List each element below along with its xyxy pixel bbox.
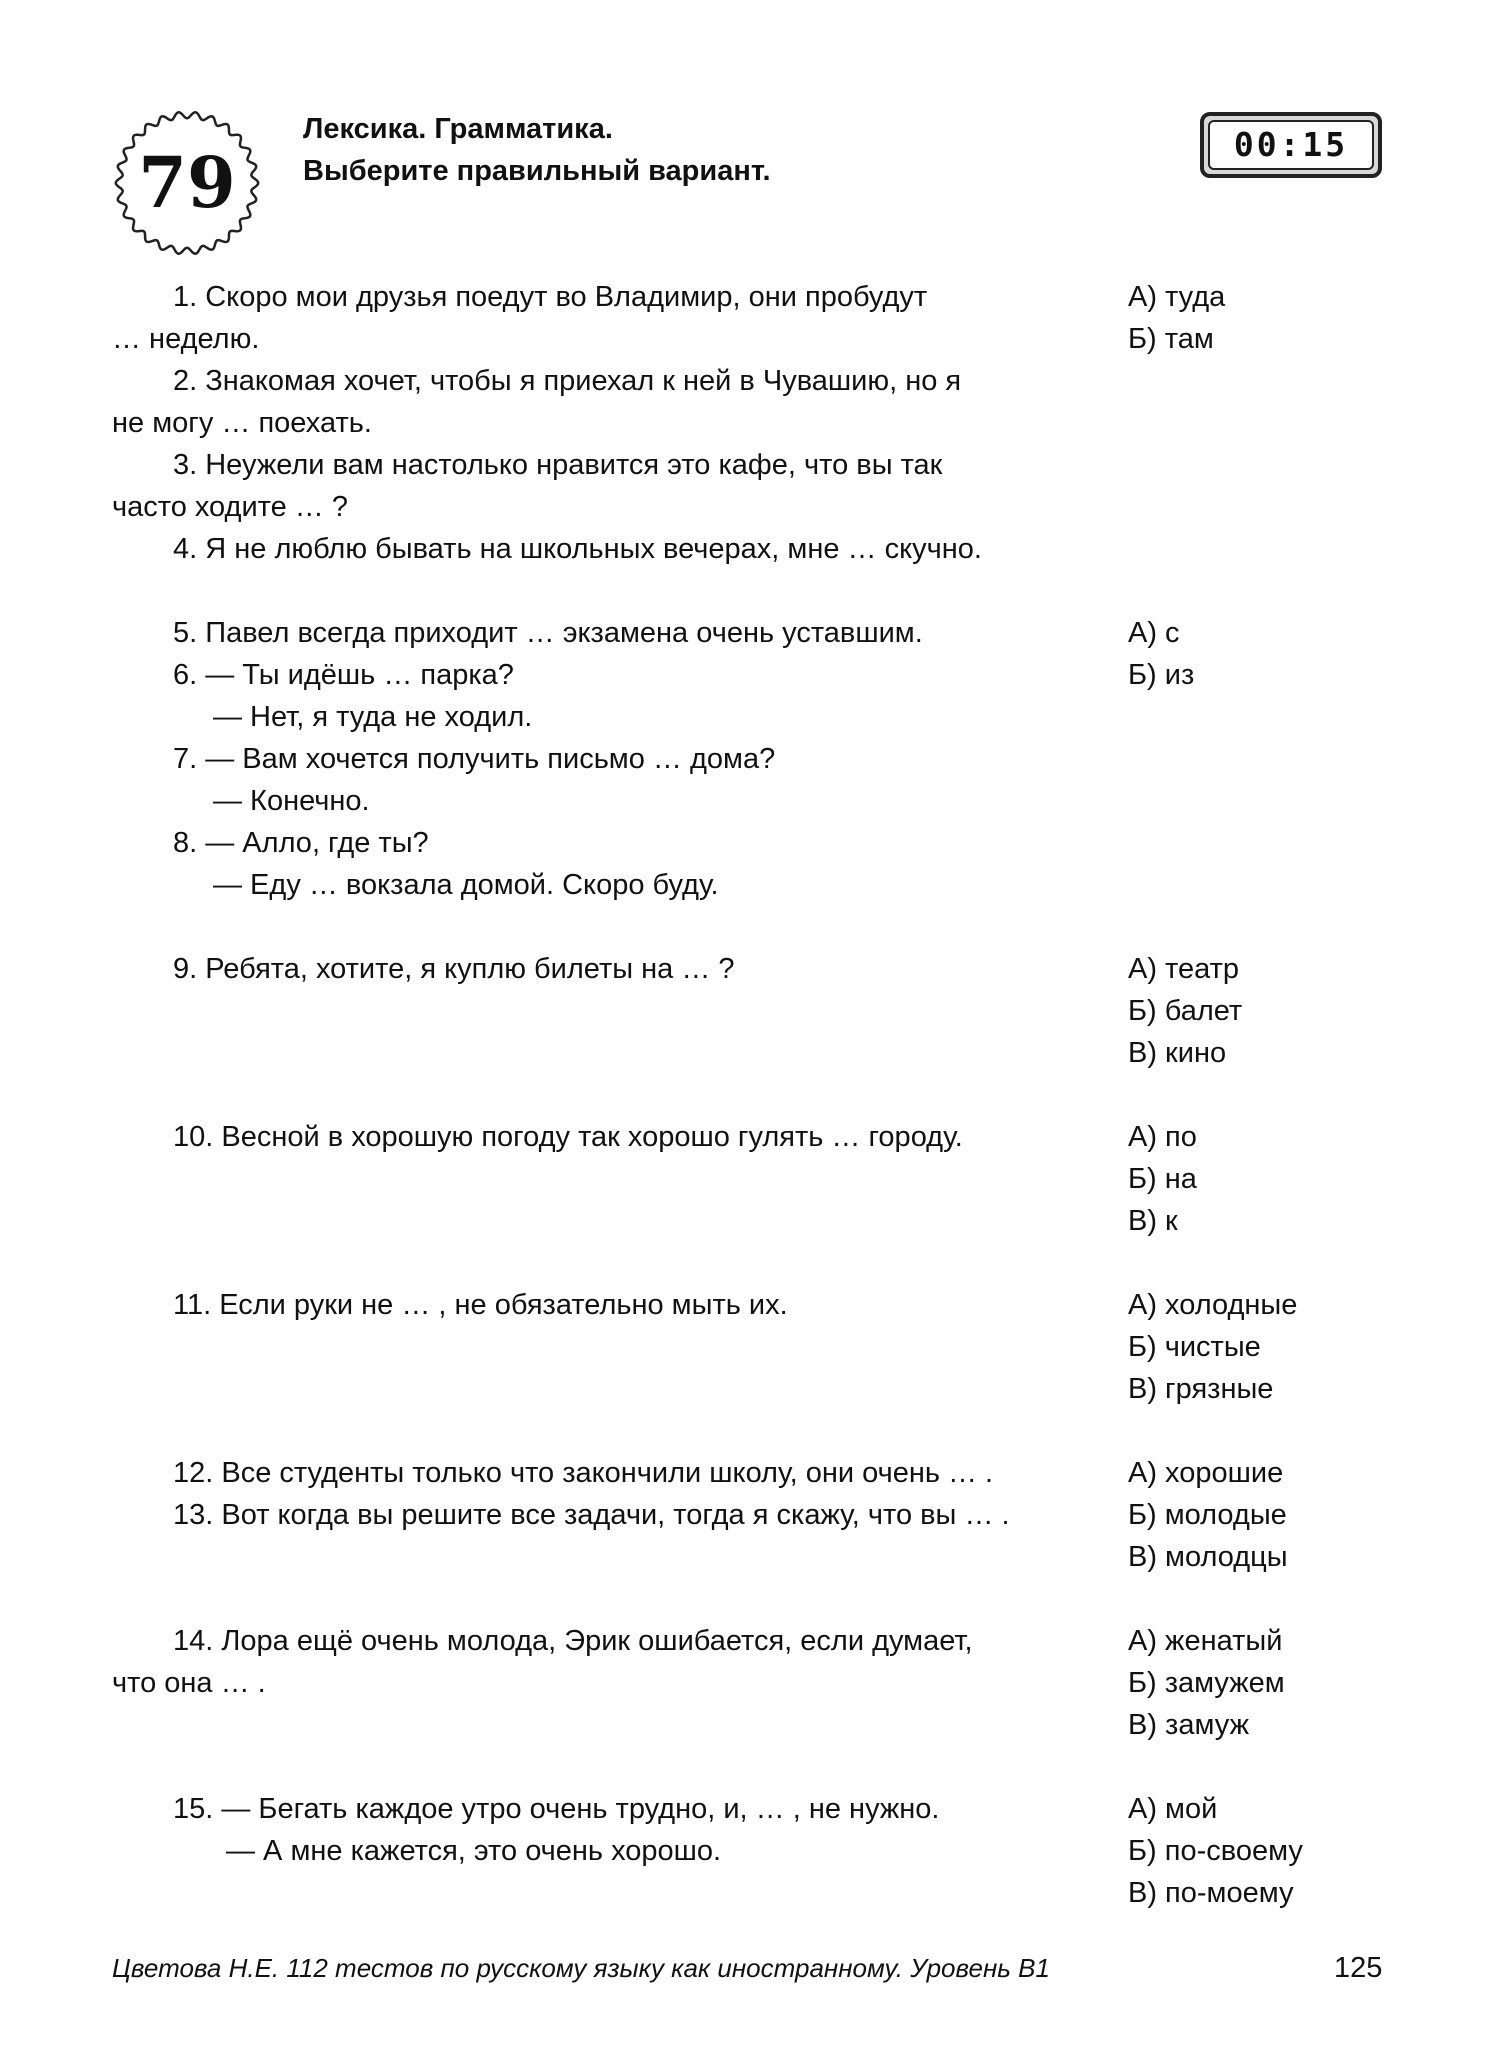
option-g4-c: В) к [1128,1205,1178,1237]
task-title: Лексика. Грамматика. [303,113,613,145]
question-6-line-2: — Нет, я туда не ходил. [213,701,533,733]
question-5: 5. Павел всегда приходит … экзамена очень уставшим. [173,617,923,649]
footer-citation: Цветова Н.Е. 112 тестов по русскому языку как иностранному. Уровень В1 [112,1953,1050,1983]
question-2-line-1: 2. Знакомая хочет, чтобы я приехал к ней в Чувашию, но я [173,365,962,397]
option-g2-a: А) с [1128,617,1180,649]
option-g6-a: А) хорошие [1128,1457,1284,1489]
test-number: 79 [138,141,236,224]
question-15-line-1: 15. — Бегать каждое утро очень трудно, и, … , не нужно. [173,1793,940,1825]
question-3-line-2: часто ходите … ? [112,491,348,523]
option-g1-b: Б) там [1128,323,1214,355]
option-g7-c: В) замуж [1128,1709,1249,1741]
option-g4-b: Б) на [1128,1163,1197,1195]
question-1-line-2: … неделю. [112,323,260,355]
question-10: 10. Весной в хорошую погоду так хорошо гулять … городу. [173,1121,963,1153]
option-g2-b: Б) из [1128,659,1195,691]
option-g5-c: В) грязные [1128,1373,1274,1405]
task-instruction: Выберите правильный вариант. [303,155,771,187]
option-g5-b: Б) чистые [1128,1331,1261,1363]
question-11: 11. Если руки не … , не обязательно мыть их. [173,1289,788,1321]
option-g6-b: Б) молодые [1128,1499,1287,1531]
question-1-line-1: 1. Скоро мои друзья поедут во Владимир, они пробудут [173,281,928,313]
task-header [303,108,771,192]
option-g8-c: В) по-моему [1128,1877,1294,1909]
question-15-line-2: — А мне кажется, это очень хорошо. [226,1835,722,1867]
question-7-line-1: 7. — Вам хочется получить письмо … дома? [173,743,776,775]
option-g5-a: А) холодные [1128,1289,1298,1321]
option-g8-a: А) мой [1128,1793,1218,1825]
question-14-line-1: 14. Лора ещё очень молода, Эрик ошибается, если думает, [173,1625,973,1657]
question-12: 12. Все студенты только что закончили школу, они очень … . [173,1457,994,1489]
question-2-line-2: не могу … поехать. [112,407,372,439]
question-13: 13. Вот когда вы решите все задачи, тогда я скажу, что вы … . [173,1499,1010,1531]
question-7-line-2: — Конечно. [213,785,370,817]
timer-value: 00:15 [1208,120,1374,170]
option-g7-a: А) женатый [1128,1625,1283,1657]
question-9: 9. Ребята, хотите, я куплю билеты на … ? [173,953,735,985]
option-g3-b: Б) балет [1128,995,1243,1027]
question-4: 4. Я не люблю бывать на школьных вечерах, мне … скучно. [173,533,982,565]
question-3-line-1: 3. Неужели вам настолько нравится это кафе, что вы так [173,449,943,481]
timer-box [1200,112,1382,178]
question-8-line-1: 8. — Алло, где ты? [173,827,429,859]
option-g8-b: Б) по-своему [1128,1835,1303,1867]
option-g4-a: А) по [1128,1121,1197,1153]
page-number: 125 [1334,1952,1383,1984]
question-8-line-2: — Еду … вокзала домой. Скоро буду. [213,869,719,901]
question-14-line-2: что она … . [112,1667,266,1699]
option-g7-b: Б) замужем [1128,1667,1285,1699]
question-6-line-1: 6. — Ты идёшь … парка? [173,659,514,691]
option-g3-a: А) театр [1128,953,1240,985]
option-g6-c: В) молодцы [1128,1541,1288,1573]
option-g3-c: В) кино [1128,1037,1227,1069]
option-g1-a: А) туда [1128,281,1226,313]
test-number-badge [112,108,262,258]
